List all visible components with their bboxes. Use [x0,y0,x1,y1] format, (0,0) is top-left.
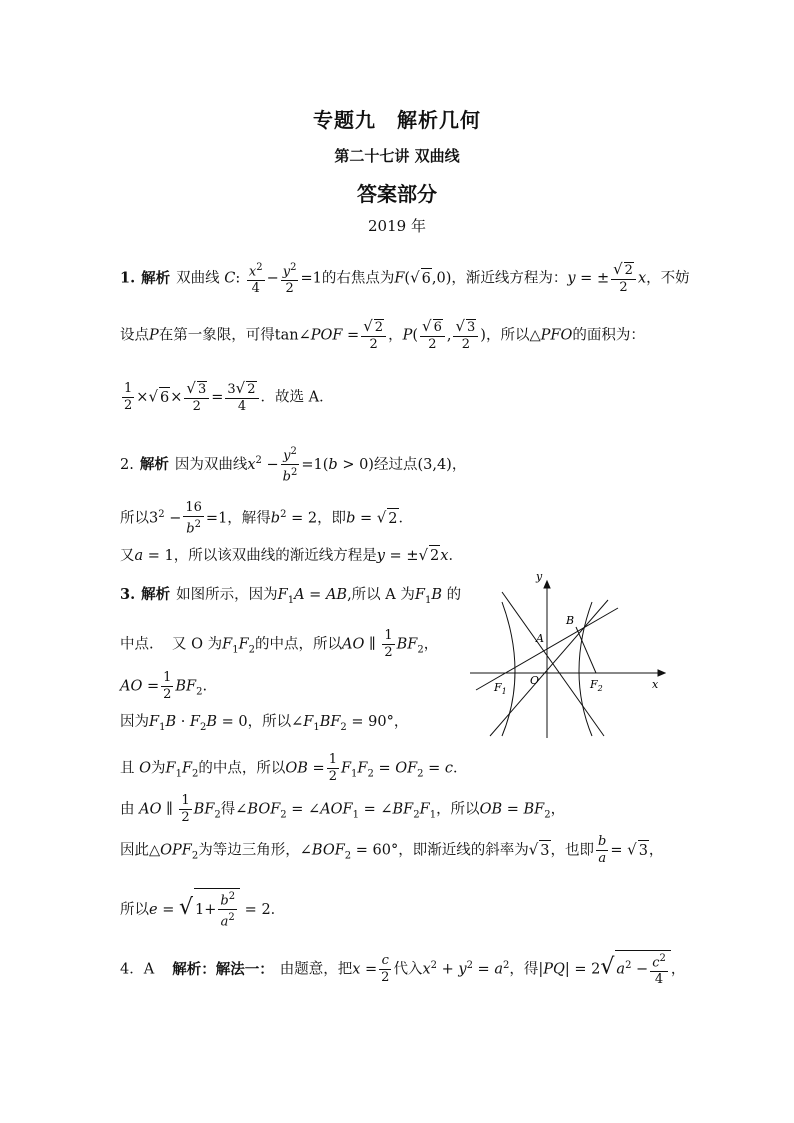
point-label-f2: $F_2$ [590,678,603,693]
year-label: 2019 年 [368,217,426,235]
hyperbola-figure [466,570,666,742]
q1-line-2: 设点P在第一象限，可得tan∠POF = $\frac{√ 2}{2}$ ，P( $\frac{√ 6}{2}$ , $\frac{√ 3}{2}$ )，所以△PFO的面积为： [120,317,645,352]
q2-line-3: 又a = 1，所以该双曲线的渐近线方程是y = ±√ 2x． [120,546,463,564]
point-label-o: O [530,674,540,687]
q3-line-5: 且 O为$F_1F_2$的中点，所以OB = $\frac{1}{2}$ $F_1F_2 = OF_2 = c$． [120,752,468,784]
x-axis-arrow [658,670,665,676]
q1-line-1: 1. 解析 双曲线 C: $\frac{x^2}{4}$ − $\frac{y^2}{2}$ =1的右焦点为F(√ 6,0)，渐近线方程为：y = ± $\frac{√ 2}{2}$ x，不妨 [120,260,690,297]
q3-line-1: 3. 解析 如图所示，因为$F_1A$ = AB,所以 A 为$F_1B$ 的 [120,586,462,606]
q4-line-1: 4．A 解析：解法一： 由题意，把x = $\frac{c}{2}$ 代入$x^2 + y^2 = a^2$，得|PQ| = 2√ $a^2$ − $\frac{c^2}{4}$ ， [120,950,685,988]
lecture-title: 第二十七讲 双曲线 [334,147,460,165]
q3-line-8: 所以e = √ 1+ $\frac{b^2}{a^2}$ = 2． [120,888,285,931]
q2-line-1: 2. 解析 因为双曲线$x^2$ − $\frac{y^2}{b^2}$ =1(b > 0)经过点(3,4)， [120,446,467,485]
q3-line-7: 因此$\triangle OPF_2$为等边三角形，$\angle BOF_2 = 60^\circ$，即渐近线的斜率为√ 3，也即 $\frac{b}{a}$ = √ 3， [120,834,664,866]
q3-line-2: 中点. 又 O 为$F_1F_2$的中点，所以AO ∥ $\frac{1}{2}$ $BF_2$， [120,628,439,660]
q2-line-2: 所以$3^2$ − $\frac{16}{b^2}$ =1，解得$b^2 = 2$，即b = √ 2． [120,500,414,537]
y-axis-arrow [544,581,550,588]
q1-line-3: $\frac{1}{2}$ ×√ 6× $\frac{√ 3}{2}$ = $\frac{3√ 2}{4}$ ．故选 A． [124,379,334,414]
q3-line-3: AO = $\frac{1}{2}$ $BF_2$. [120,670,208,702]
point-label-b: B [566,614,575,627]
section-title: 答案部分 [357,182,437,206]
axis-label-x: x [652,678,659,691]
topic-title: 专题九 解析几何 [313,108,481,132]
axis-label-y: y [536,570,543,583]
q3-line-6: 由 AO ∥ $\frac{1}{2}$ $BF_2$得$\angle BOF_2$ = $\angle AOF_1$ = $\angle BF_2F_1$，所以OB = $BF_2$， [120,793,566,825]
q3-line-4: 因为$F_1B \cdot F_2B = 0$，所以$\angle F_1BF_2 = 90^\circ$， [120,714,409,733]
point-label-f1: $F_1$ [494,681,507,696]
point-label-a: A [536,632,544,645]
